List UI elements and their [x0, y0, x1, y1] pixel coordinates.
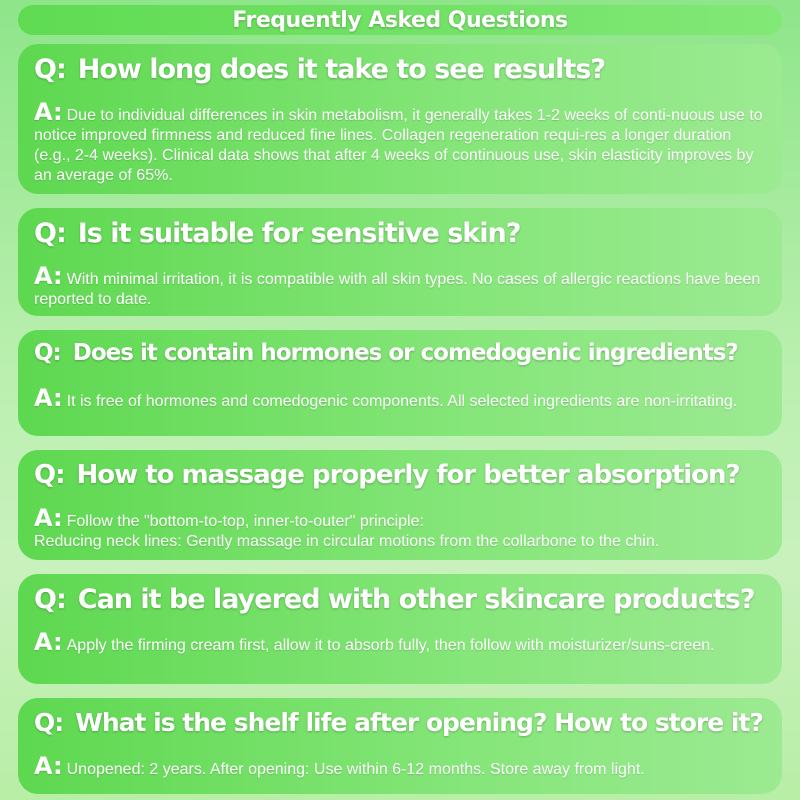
faq-card-1	[18, 44, 782, 194]
a-marker: A:	[34, 262, 63, 290]
a-marker: A:	[34, 752, 63, 780]
answer-block	[34, 262, 766, 310]
faq-card-6	[18, 698, 782, 794]
answer-block	[34, 98, 766, 186]
q-marker: Q:	[34, 218, 66, 249]
question-line	[34, 218, 766, 254]
page-title: Frequently Asked Questions	[232, 7, 568, 33]
answer-text: With minimal irritation, it is compatible with all skin types. No cases of allergic reactions have been reported to date.	[34, 271, 761, 308]
faq-title-bar	[18, 5, 782, 35]
question-line	[34, 460, 766, 496]
faq-card-4	[18, 450, 782, 560]
q-marker: Q:	[34, 460, 65, 490]
answer-text: Due to individual differences in skin metabolism, it generally takes 1-2 weeks of conti-nuous use to notice improved firmness and reduced fine lines. Collagen regeneration requi-res a longer duration (e.g., 2-4 weeks). Clinical data shows that after 4 weeks of continuous use, skin elasticity improves by an average of 65%.	[34, 107, 763, 184]
answer-text: Unopened: 2 years. After opening: Use within 6-12 months. Store away from light.	[66, 761, 645, 778]
a-marker: A:	[34, 384, 63, 412]
q-marker: Q:	[34, 340, 61, 366]
answer-block	[34, 628, 766, 656]
q-marker: Q:	[34, 708, 64, 737]
question-text: How to massage properly for better absorption?	[76, 460, 740, 490]
question-line	[34, 584, 766, 620]
question-line	[34, 54, 766, 90]
answer-block	[34, 504, 766, 552]
question-text: How long does it take to see results?	[77, 54, 606, 85]
question-line	[34, 708, 766, 744]
answer-text: Apply the firming cream first, allow it to absorb fully, then follow with moisturizer/suns-creen.	[66, 637, 715, 654]
q-marker: Q:	[34, 54, 66, 85]
a-marker: A:	[34, 504, 63, 532]
question-text: Can it be layered with other skincare products?	[77, 584, 755, 615]
answer-text: Follow the "bottom-to-top, inner-to-outer" principle:	[66, 513, 424, 530]
faq-card-2	[18, 208, 782, 316]
answer-text: It is free of hormones and comedogenic components. All selected ingredients are non-irritating.	[66, 393, 738, 410]
question-text: What is the shelf life after opening? How to store it?	[75, 708, 763, 737]
a-marker: A:	[34, 628, 63, 656]
a-marker: A:	[34, 98, 63, 126]
answer-block	[34, 384, 766, 412]
faq-card-5	[18, 574, 782, 684]
answer-block	[34, 752, 766, 780]
faq-card-3	[18, 330, 782, 436]
question-text: Does it contain hormones or comedogenic ingredients?	[72, 340, 738, 366]
question-line	[34, 340, 766, 376]
question-text: Is it suitable for sensitive skin?	[77, 218, 521, 249]
q-marker: Q:	[34, 584, 66, 615]
answer-extra-text: Reducing neck lines: Gently massage in circular motions from the collarbone to the chin.	[34, 533, 660, 550]
